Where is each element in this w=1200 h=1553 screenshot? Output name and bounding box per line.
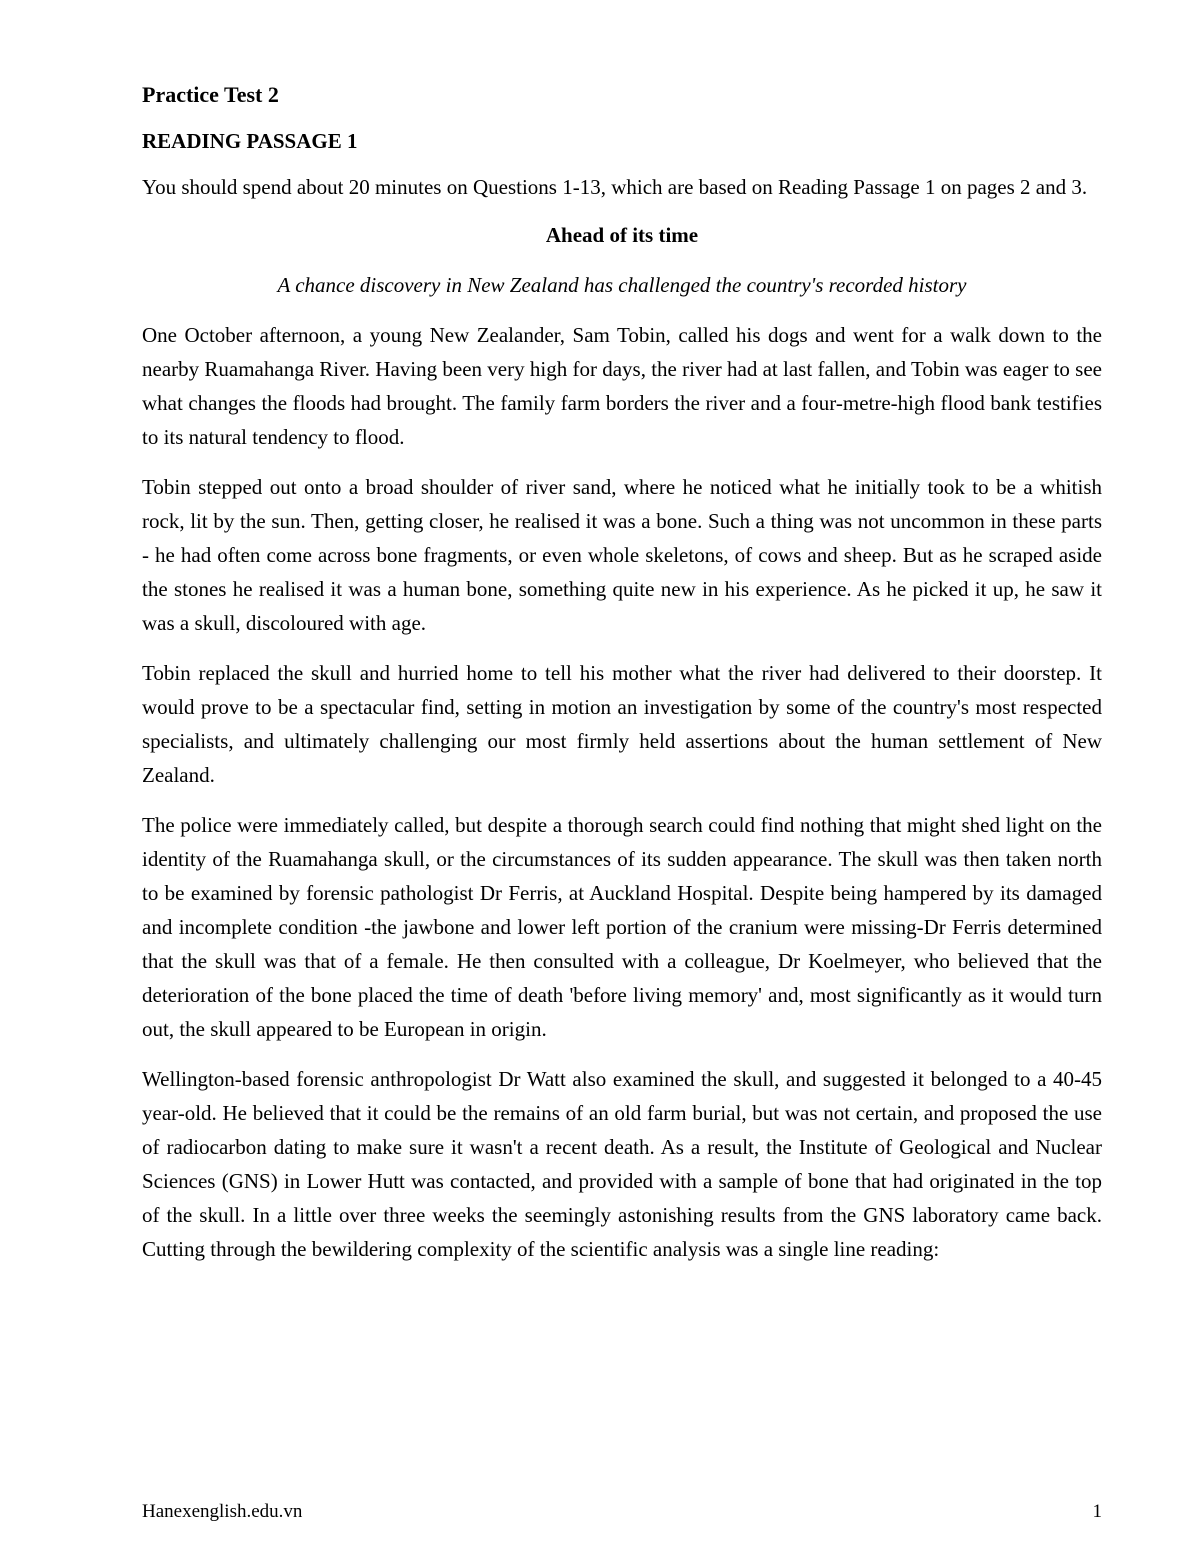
article-subtitle: A chance discovery in New Zealand has challenged the country's recorded history (277, 273, 967, 297)
test-title: Practice Test 2 (142, 82, 279, 107)
instructions: You should spend about 20 minutes on Questions 1-13, which are based on Reading Passage 1 on pages 2 and 3. (142, 175, 1088, 199)
article-title: Ahead of its time (545, 223, 699, 247)
paragraph: Wellington-based forensic anthropologist Dr Watt also examined the skull, and suggested it belonged to a 40-45 year-old. He believed that it could be the remains of an old farm burial, but was not certain, and proposed the use of radiocarbon dating to make sure it wasn't a recent death. As a result, the Institute of Geological and Nuclear Sciences (GNS) in Lower Hutt was contacted, and provided with a sample of bone that had originated in the top of the skull. In a little over three weeks the seemingly astonishing results from the GNS laboratory came back. Cutting through the bewildering complexity of the scientific analysis was a single line reading: (142, 1067, 1102, 1261)
paragraph: Tobin stepped out onto a broad shoulder of river sand, where he noticed what he initially took to be a whitish rock, lit by the sun. Then, getting closer, he realised it was a bone. Such a thing was not uncommon in these parts - he had often come across bone fragments, or even whole skeletons, of cows and sheep. But as he scraped aside the stones he realised it was a human bone, something quite new in his experience. As he picked it up, he saw it was a skull, discoloured with age. (142, 475, 1102, 635)
paragraph: One October afternoon, a young New Zealander, Sam Tobin, called his dogs and went for a walk down to the nearby Ruamahanga River. Having been very high for days, the river had at last fallen, and Tobin was eager to see what changes the floods had brought. The family farm borders the river and a four-metre-high flood bank testifies to its natural tendency to flood. (142, 323, 1102, 449)
paragraph: Tobin replaced the skull and hurried home to tell his mother what the river had delivered to their doorstep. It would prove to be a spectacular find, setting in motion an investigation by some of the country's most respected specialists, and ultimately challenging our most firmly held assertions about the human settlement of New Zealand. (142, 661, 1102, 787)
footer-page-number: 1 (1092, 1501, 1102, 1522)
footer-site: Hanexenglish.edu.vn (142, 1501, 303, 1522)
passage-label: READING PASSAGE 1 (142, 129, 358, 153)
page-content (142, 78, 1102, 1282)
paragraph: The police were immediately called, but despite a thorough search could find nothing that might shed light on the identity of the Ruamahanga skull, or the circumstances of its sudden appearance. The skull was then taken north to be examined by forensic pathologist Dr Ferris, at Auckland Hospital. Despite being hampered by its damaged and incomplete condition -the jawbone and lower left portion of the cranium were missing-Dr Ferris determined that the skull was that of a female. He then consulted with a colleague, Dr Koelmeyer, who believed that the deterioration of the bone placed the time of death 'before living memory' and, most significantly as it would turn out, the skull appeared to be European in origin. (142, 813, 1102, 1041)
